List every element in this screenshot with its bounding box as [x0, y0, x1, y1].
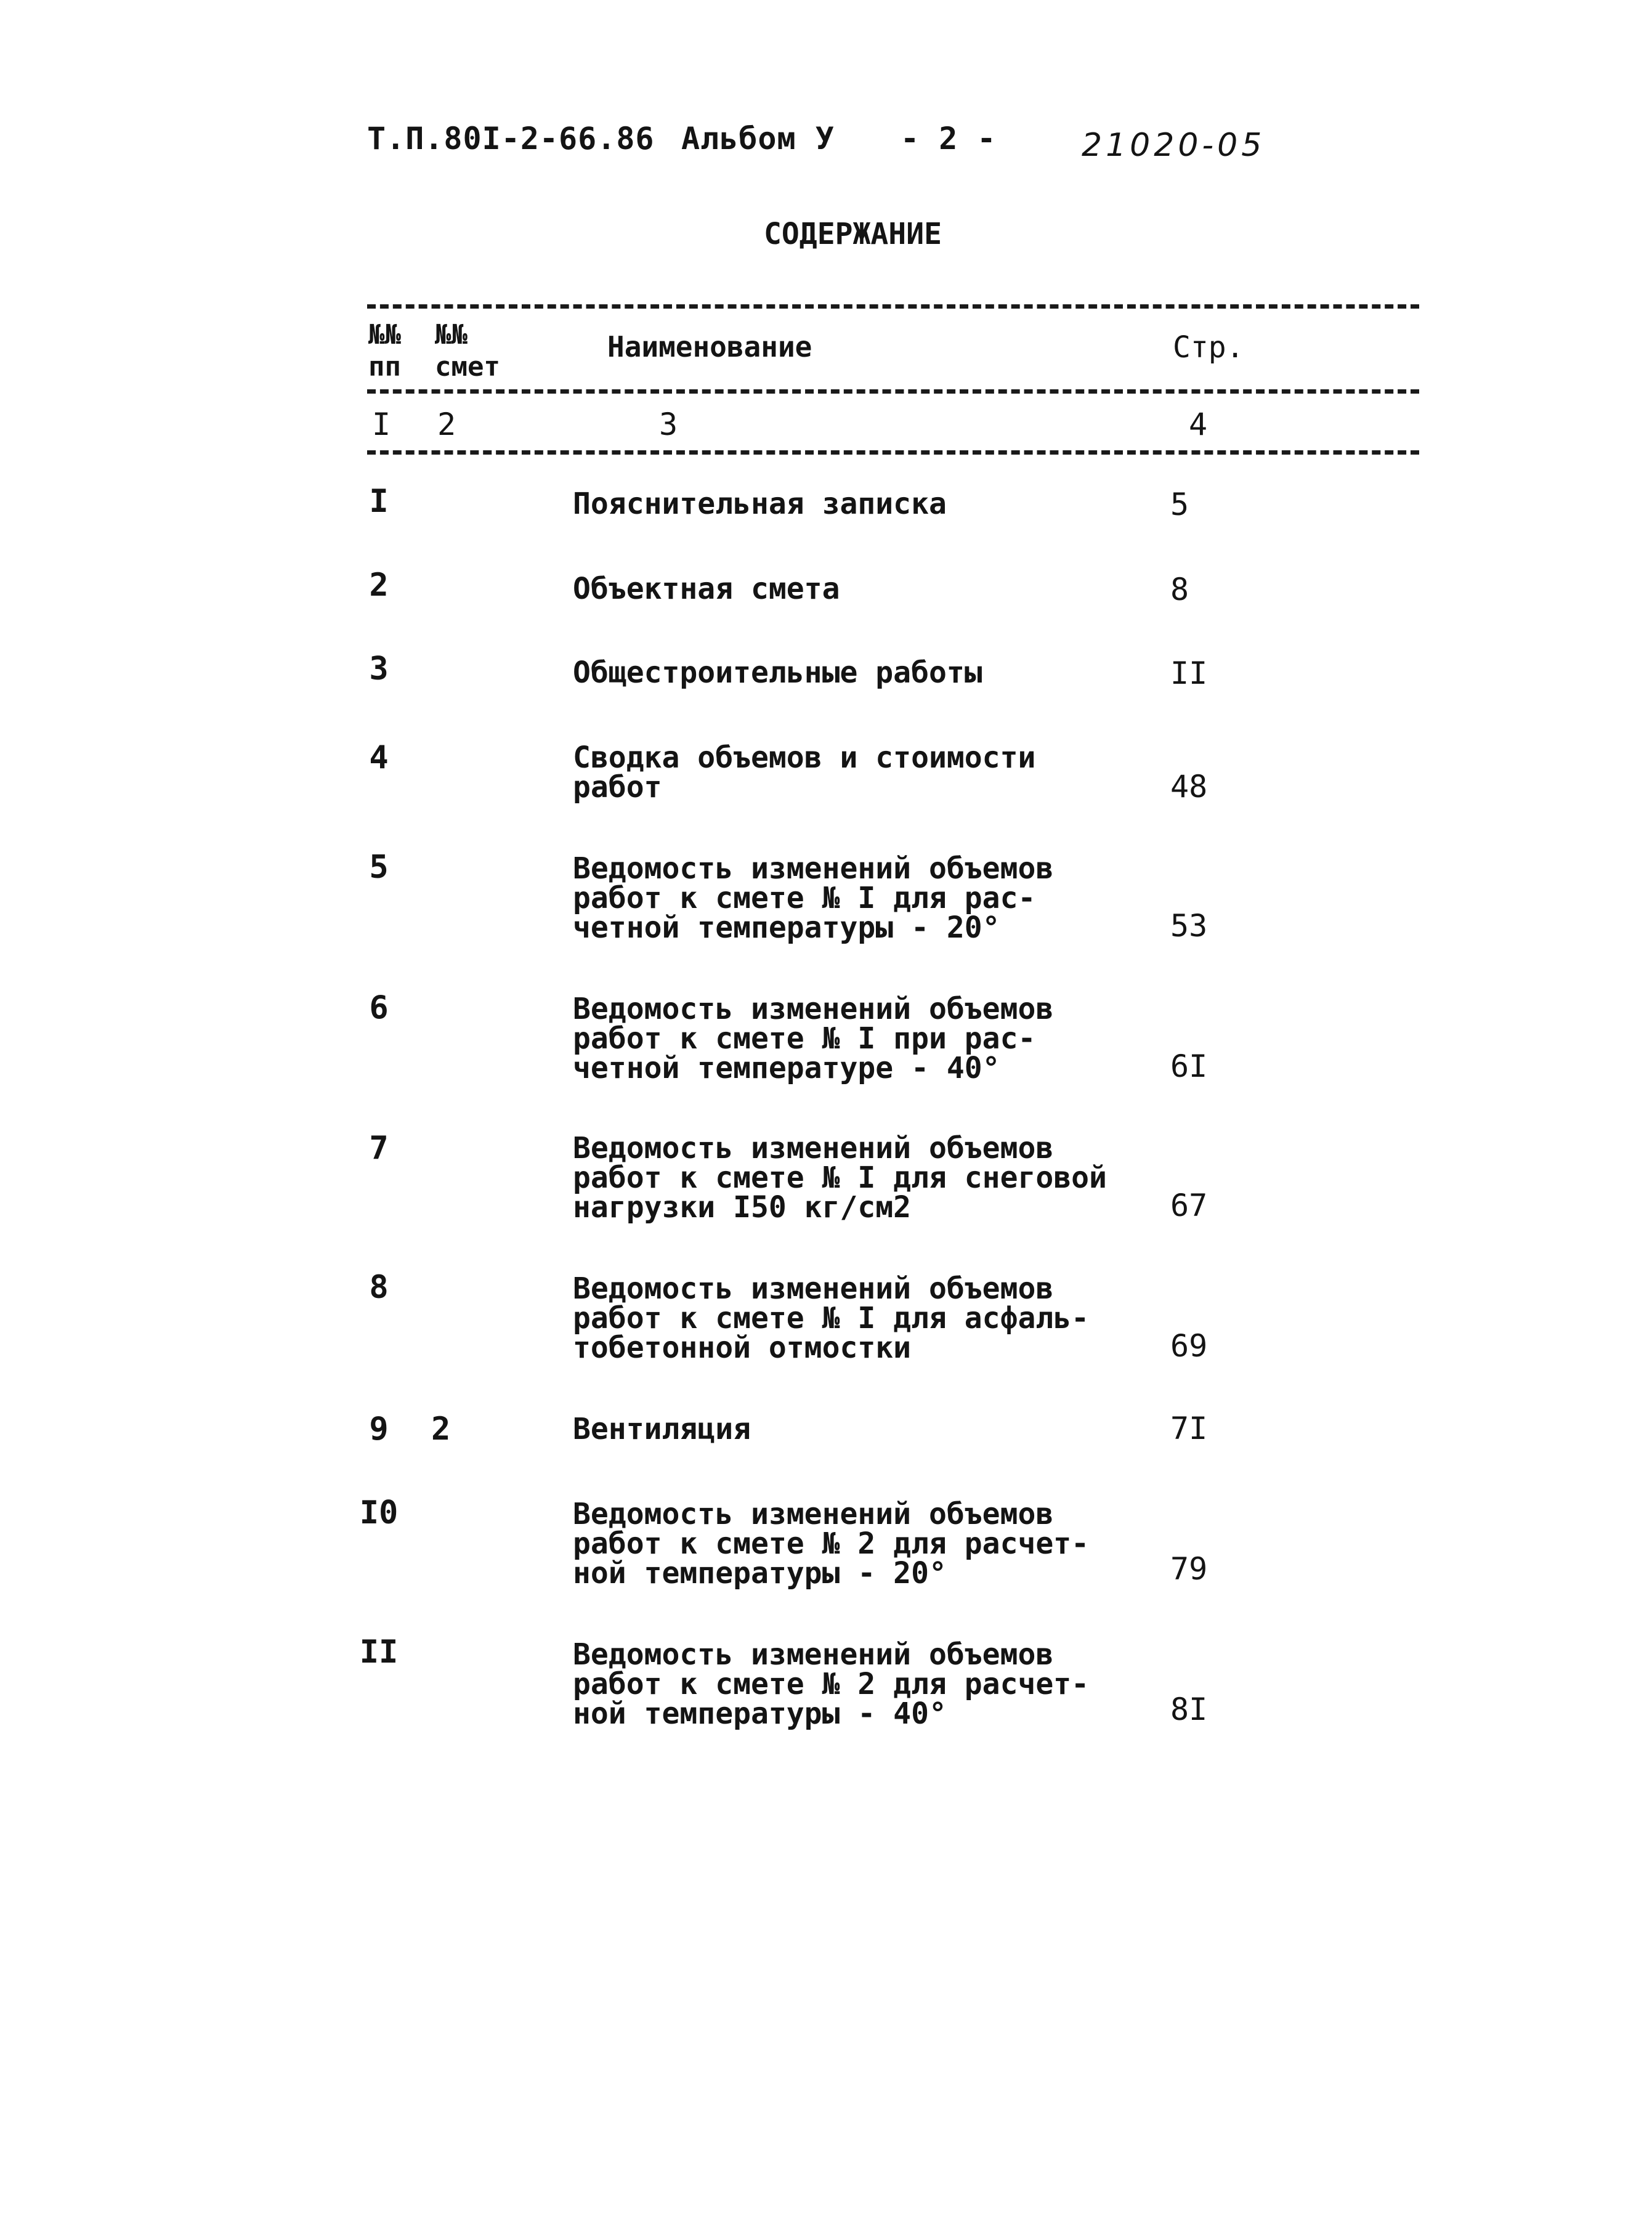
table-row-name: Ведомость изменений объемов работ к смете № I при рас- четной температуре - 40°: [573, 992, 1054, 1085]
column-index-4: 4: [1189, 407, 1208, 442]
column-header-estimate-number-bottom: смет: [435, 351, 500, 383]
column-index-3: 3: [659, 407, 678, 442]
column-header-name: Наименование: [607, 330, 812, 363]
table-row-number: 5: [369, 849, 389, 886]
table-row-page: 69: [1170, 1328, 1208, 1364]
table-row-name: Объектная смета: [573, 572, 840, 606]
table-row-number: I0: [359, 1494, 399, 1531]
table-row-number: 8: [369, 1269, 389, 1306]
table-row-name: Сводка объемов и стоимости работ: [573, 740, 1036, 804]
table-row-name: Ведомость изменений объемов работ к смете № 2 для расчет- ной температуры - 40°: [573, 1637, 1090, 1731]
table-row-page: 48: [1170, 769, 1208, 804]
table-row-name: Ведомость изменений объемов работ к смете № I для рас- четной температуры - 20°: [573, 851, 1054, 945]
column-header-page: Стр.: [1173, 330, 1244, 365]
table-row-number: 4: [369, 739, 389, 776]
archive-stamp-number: 21020-05: [1082, 127, 1266, 164]
column-header-item-number-bottom: пп: [368, 351, 401, 383]
table-row-page: 67: [1170, 1188, 1208, 1223]
table-row-number: I: [369, 483, 389, 520]
table-row-page: 5: [1170, 487, 1189, 522]
table-row-name: Общестроительные работы: [573, 655, 982, 690]
column-index-1: I: [372, 407, 391, 442]
table-row-page: 6I: [1170, 1048, 1208, 1084]
table-row-name: Ведомость изменений объемов работ к смете № I для снеговой нагрузки I50 кг/см2: [573, 1131, 1107, 1225]
column-index-2: 2: [437, 407, 456, 442]
table-row-page: 8: [1170, 572, 1189, 607]
table-row-page: 7I: [1170, 1411, 1208, 1446]
table-row-page: 53: [1170, 908, 1208, 944]
table-top-rule: [367, 304, 1419, 309]
table-row-number: 3: [369, 650, 389, 687]
table-row-page: 8I: [1170, 1692, 1208, 1727]
page-number: - 2 -: [901, 121, 997, 156]
table-row-name: Пояснительная записка: [573, 487, 947, 521]
table-row-estimate: 2: [431, 1411, 451, 1448]
table-row-number: 6: [369, 989, 389, 1026]
document-code: Т.П.80I-2-66.86: [367, 121, 655, 156]
column-header-estimate-number-top: №№: [435, 319, 468, 351]
table-row-number: 9: [369, 1411, 389, 1448]
table-row-number: II: [359, 1634, 399, 1671]
table-row-page: II: [1170, 655, 1208, 691]
table-row-number: 2: [369, 567, 389, 604]
table-row-number: 7: [369, 1130, 389, 1167]
album-label: Альбом У: [681, 121, 835, 156]
table-row-name: Вентиляция: [573, 1412, 751, 1446]
table-index-rule: [367, 450, 1419, 455]
column-header-estimate-number: [435, 319, 500, 383]
table-header-rule: [367, 389, 1419, 394]
table-row-name: Ведомость изменений объемов работ к смете № 2 для расчет- ной температуры - 20°: [573, 1497, 1090, 1591]
table-row-name: Ведомость изменений объемов работ к смете № I для асфаль- тобетонной отмостки: [573, 1271, 1090, 1365]
page-title: СОДЕРЖАНИЕ: [764, 217, 942, 251]
column-header-item-number: [368, 319, 401, 383]
table-row-page: 79: [1170, 1551, 1208, 1587]
column-header-item-number-top: №№: [368, 319, 401, 351]
